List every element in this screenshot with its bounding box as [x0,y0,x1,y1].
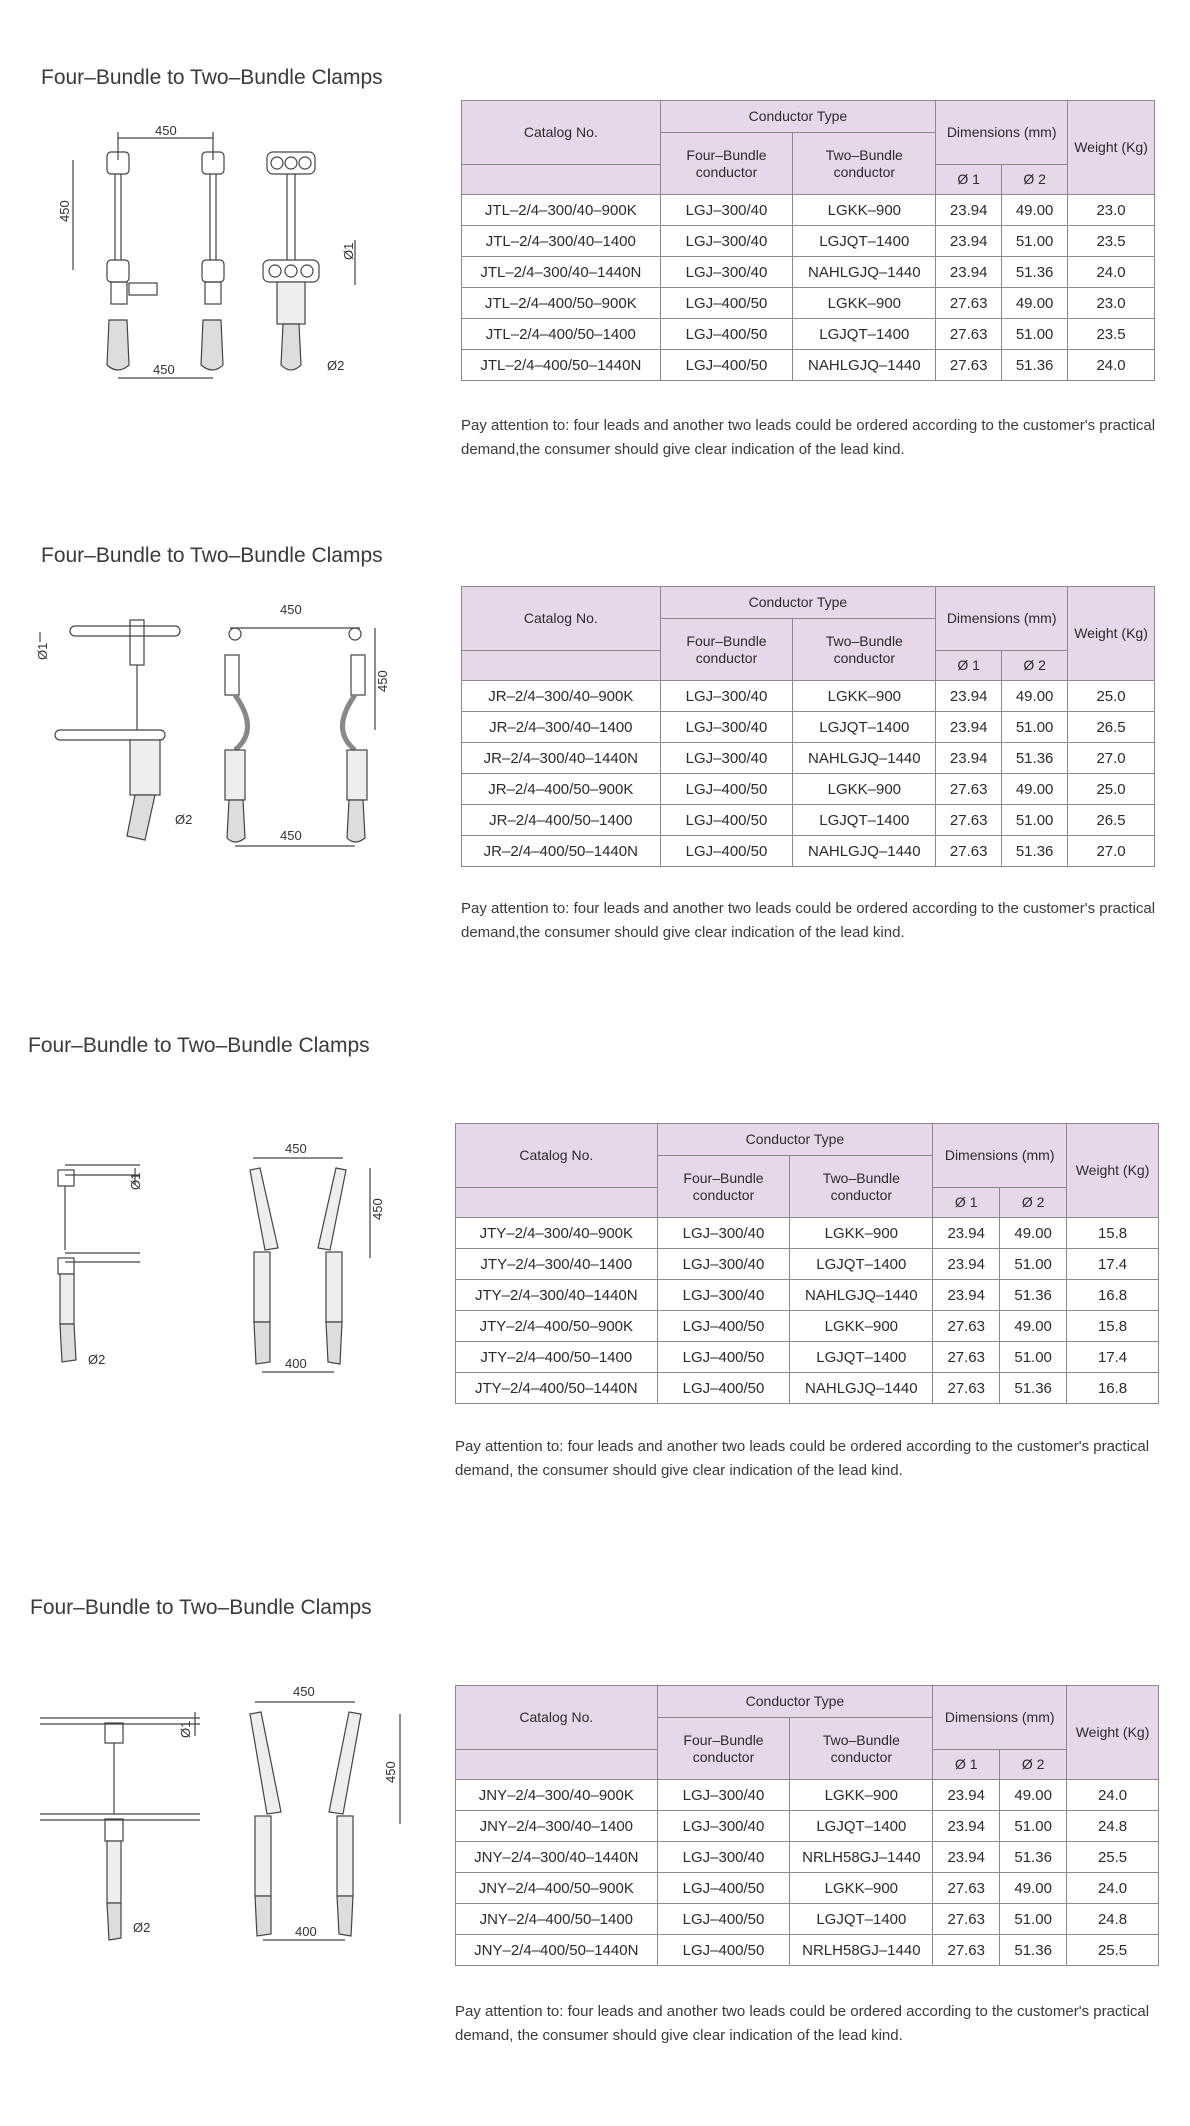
d2-cell: 51.36 [1000,1935,1067,1966]
four-bundle-cell: LGJ–400/50 [657,1373,790,1404]
catalog-cell: JTL–2/4–400/50–900K [462,288,661,319]
d2-cell: 51.36 [1002,743,1068,774]
header-catalog: Catalog No. [462,587,661,651]
two-bundle-cell: LGJQT–1400 [793,712,936,743]
table-row [462,319,1155,350]
d1-label: Ø1 [178,1720,193,1738]
four-bundle-cell: LGJ–300/40 [660,681,793,712]
d1-cell: 27.63 [933,1904,1000,1935]
clamp-drawing-jtl [55,120,385,440]
d2-cell: 49.00 [1002,288,1068,319]
d1-cell: 27.63 [933,1873,1000,1904]
section-title: Four–Bundle to Two–Bundle Clamps [30,1596,372,1619]
header-two-bundle: Two–Bundle conductor [793,619,936,681]
table-row [456,1373,1159,1404]
table-row [462,805,1155,836]
d1-cell: 27.63 [936,319,1002,350]
d2-cell: 49.00 [1002,681,1068,712]
catalog-cell: JR–2/4–300/40–1400 [462,712,661,743]
table-row [462,712,1155,743]
d2-label: Ø2 [88,1352,106,1367]
header-d1: Ø 1 [933,1750,1000,1780]
dim-side-label: 450 [370,1198,385,1220]
dim-bottom-label: 400 [295,1924,317,1939]
header-two-bundle: Two–Bundle conductor [793,133,936,195]
four-bundle-cell: LGJ–400/50 [657,1311,790,1342]
header-weight: Weight (Kg) [1068,587,1155,681]
weight-cell: 23.0 [1068,195,1155,226]
d1-cell: 23.94 [933,1218,1000,1249]
header-d1: Ø 1 [933,1188,1000,1218]
two-bundle-cell: LGKK–900 [790,1780,933,1811]
catalog-cell: JTL–2/4–400/50–1400 [462,319,661,350]
catalog-cell: JR–2/4–400/50–1400 [462,805,661,836]
four-bundle-cell: LGJ–400/50 [657,1342,790,1373]
d1-label: Ø1 [128,1172,143,1190]
header-catalog: Catalog No. [462,101,661,165]
header-dimensions: Dimensions (mm) [933,1686,1067,1750]
dim-top-label: 450 [293,1684,315,1699]
two-bundle-cell: LGKK–900 [790,1218,933,1249]
section-title: Four–Bundle to Two–Bundle Clamps [41,544,383,567]
d1-cell: 23.94 [933,1842,1000,1873]
order-note: Pay attention to: four leads and another two leads could be ordered according to the customer's practical demand,the consumer should give clear indication of the lead kind. [461,417,1156,458]
table-row [462,774,1155,805]
weight-cell: 24.8 [1067,1811,1159,1842]
table-row [462,350,1155,381]
two-bundle-cell: LGKK–900 [790,1873,933,1904]
section-title: Four–Bundle to Two–Bundle Clamps [41,66,383,89]
table-row [462,288,1155,319]
weight-cell: 24.0 [1068,257,1155,288]
catalog-cell: JTL–2/4–300/40–1400 [462,226,661,257]
two-bundle-cell: LGJQT–1400 [790,1249,933,1280]
header-catalog: Catalog No. [456,1124,658,1188]
four-bundle-cell: LGJ–300/40 [657,1249,790,1280]
weight-cell: 15.8 [1067,1311,1159,1342]
two-bundle-cell: LGJQT–1400 [790,1342,933,1373]
four-bundle-cell: LGJ–400/50 [657,1935,790,1966]
d1-cell: 23.94 [936,743,1002,774]
two-bundle-cell: NAHLGJQ–1440 [793,743,936,774]
catalog-cell: JTY–2/4–400/50–900K [456,1311,658,1342]
header-catalog-spacer [456,1750,658,1780]
four-bundle-cell: LGJ–300/40 [657,1780,790,1811]
d2-cell: 51.00 [1000,1904,1067,1935]
dim-bottom-label: 400 [285,1356,307,1371]
two-bundle-cell: NRLH58GJ–1440 [790,1935,933,1966]
spec-table [455,1123,1159,1404]
catalog-cell: JTY–2/4–400/50–1440N [456,1373,658,1404]
d2-cell: 51.00 [1002,226,1068,257]
d1-cell: 23.94 [933,1811,1000,1842]
header-conductor-type: Conductor Type [660,101,936,133]
header-two-bundle: Two–Bundle conductor [790,1718,933,1780]
header-d2: Ø 2 [1000,1188,1067,1218]
header-catalog-spacer [462,651,661,681]
d2-cell: 51.00 [1002,712,1068,743]
two-bundle-cell: NAHLGJQ–1440 [793,257,936,288]
weight-cell: 25.5 [1067,1842,1159,1873]
table-row [462,195,1155,226]
clamp-drawing-jty [40,1140,420,1380]
spec-table [455,1685,1159,1966]
two-bundle-cell: NAHLGJQ–1440 [793,350,936,381]
d1-cell: 27.63 [936,836,1002,867]
four-bundle-cell: LGJ–400/50 [660,836,793,867]
d2-cell: 51.00 [1000,1249,1067,1280]
table-row [456,1811,1159,1842]
d2-cell: 49.00 [1000,1873,1067,1904]
d1-cell: 27.63 [936,288,1002,319]
two-bundle-cell: LGJQT–1400 [790,1904,933,1935]
four-bundle-cell: LGJ–400/50 [660,288,793,319]
catalog-cell: JNY–2/4–400/50–900K [456,1873,658,1904]
d1-cell: 23.94 [936,226,1002,257]
table-row [456,1842,1159,1873]
weight-cell: 17.4 [1067,1249,1159,1280]
d1-cell: 23.94 [933,1780,1000,1811]
weight-cell: 24.0 [1068,350,1155,381]
table-row [456,1249,1159,1280]
header-conductor-type: Conductor Type [657,1686,933,1718]
clamp-drawing-jny [35,1684,415,1939]
two-bundle-cell: LGJQT–1400 [790,1811,933,1842]
header-four-bundle: Four–Bundle conductor [660,619,793,681]
d2-cell: 51.36 [1002,350,1068,381]
catalog-cell: JNY–2/4–300/40–1400 [456,1811,658,1842]
dim-side-label: 450 [383,1761,398,1783]
order-note: Pay attention to: four leads and another two leads could be ordered according to the customer's practical demand, the consumer should give clear indication of the lead kind. [455,2003,1150,2044]
d2-label: Ø2 [175,812,193,827]
two-bundle-cell: LGJQT–1400 [793,805,936,836]
table-row [462,257,1155,288]
two-bundle-cell: NAHLGJQ–1440 [790,1280,933,1311]
catalog-cell: JR–2/4–400/50–1440N [462,836,661,867]
weight-cell: 27.0 [1068,836,1155,867]
d2-cell: 49.00 [1000,1780,1067,1811]
d2-cell: 51.00 [1000,1342,1067,1373]
table-row [456,1780,1159,1811]
header-dimensions: Dimensions (mm) [936,101,1068,165]
two-bundle-cell: NAHLGJQ–1440 [790,1373,933,1404]
four-bundle-cell: LGJ–300/40 [657,1218,790,1249]
catalog-cell: JR–2/4–300/40–1440N [462,743,661,774]
dim-side-label: 450 [375,670,390,692]
weight-cell: 26.5 [1068,805,1155,836]
weight-cell: 25.0 [1068,681,1155,712]
d2-cell: 49.00 [1000,1218,1067,1249]
d1-cell: 27.63 [933,1311,1000,1342]
four-bundle-cell: LGJ–400/50 [660,350,793,381]
d1-label: Ø1 [35,642,50,660]
two-bundle-cell: LGKK–900 [790,1311,933,1342]
header-catalog-spacer [456,1188,658,1218]
weight-cell: 27.0 [1068,743,1155,774]
d2-cell: 49.00 [1000,1311,1067,1342]
weight-cell: 26.5 [1068,712,1155,743]
two-bundle-cell: LGKK–900 [793,774,936,805]
d2-cell: 51.36 [1000,1280,1067,1311]
order-note: Pay attention to: four leads and another two leads could be ordered according to the customer's practical demand, the consumer should give clear indication of the lead kind. [455,1438,1150,1479]
weight-cell: 24.8 [1067,1904,1159,1935]
header-four-bundle: Four–Bundle conductor [657,1156,790,1218]
four-bundle-cell: LGJ–300/40 [657,1842,790,1873]
catalog-cell: JR–2/4–400/50–900K [462,774,661,805]
dim-bottom-label: 450 [280,828,302,843]
four-bundle-cell: LGJ–400/50 [660,319,793,350]
table-row [462,743,1155,774]
two-bundle-cell: LGKK–900 [793,681,936,712]
d1-cell: 27.63 [933,1373,1000,1404]
dim-top-label: 450 [285,1141,307,1156]
dim-bottom-label: 450 [153,362,175,377]
four-bundle-cell: LGJ–300/40 [660,195,793,226]
catalog-cell: JTL–2/4–400/50–1440N [462,350,661,381]
four-bundle-cell: LGJ–300/40 [660,712,793,743]
header-d1: Ø 1 [936,165,1002,195]
header-conductor-type: Conductor Type [657,1124,933,1156]
header-d2: Ø 2 [1002,651,1068,681]
header-d2: Ø 2 [1000,1750,1067,1780]
d1-cell: 23.94 [936,681,1002,712]
clamp-drawing-jr [35,600,395,850]
four-bundle-cell: LGJ–400/50 [660,805,793,836]
header-catalog: Catalog No. [456,1686,658,1750]
four-bundle-cell: LGJ–300/40 [657,1811,790,1842]
weight-cell: 16.8 [1067,1373,1159,1404]
two-bundle-cell: LGJQT–1400 [793,319,936,350]
spec-table [461,100,1155,381]
d1-cell: 23.94 [936,257,1002,288]
weight-cell: 24.0 [1067,1780,1159,1811]
catalog-cell: JTY–2/4–300/40–1440N [456,1280,658,1311]
d2-cell: 51.00 [1000,1811,1067,1842]
four-bundle-cell: LGJ–400/50 [660,774,793,805]
weight-cell: 25.0 [1068,774,1155,805]
d2-cell: 49.00 [1002,195,1068,226]
four-bundle-cell: LGJ–400/50 [657,1873,790,1904]
table-row [456,1935,1159,1966]
d2-cell: 51.00 [1002,805,1068,836]
d2-cell: 51.36 [1000,1373,1067,1404]
d2-cell: 51.36 [1002,836,1068,867]
table-body [462,195,1155,381]
table-row [456,1311,1159,1342]
two-bundle-cell: NRLH58GJ–1440 [790,1842,933,1873]
weight-cell: 16.8 [1067,1280,1159,1311]
header-two-bundle: Two–Bundle conductor [790,1156,933,1218]
table-body [456,1780,1159,1966]
spec-table [461,586,1155,867]
four-bundle-cell: LGJ–400/50 [657,1904,790,1935]
weight-cell: 23.5 [1068,226,1155,257]
d2-cell: 51.00 [1002,319,1068,350]
catalog-cell: JNY–2/4–400/50–1400 [456,1904,658,1935]
weight-cell: 24.0 [1067,1873,1159,1904]
d1-label: Ø1 [341,242,356,260]
four-bundle-cell: LGJ–300/40 [657,1280,790,1311]
weight-cell: 25.5 [1067,1935,1159,1966]
table-body [462,681,1155,867]
d1-cell: 23.94 [933,1280,1000,1311]
d2-cell: 51.36 [1002,257,1068,288]
header-conductor-type: Conductor Type [660,587,936,619]
d2-label: Ø2 [133,1920,151,1935]
d1-cell: 23.94 [933,1249,1000,1280]
catalog-cell: JNY–2/4–300/40–900K [456,1780,658,1811]
catalog-cell: JTL–2/4–300/40–1440N [462,257,661,288]
table-row [462,836,1155,867]
four-bundle-cell: LGJ–300/40 [660,257,793,288]
table-row [456,1342,1159,1373]
two-bundle-cell: LGJQT–1400 [793,226,936,257]
header-four-bundle: Four–Bundle conductor [660,133,793,195]
two-bundle-cell: LGKK–900 [793,288,936,319]
header-dimensions: Dimensions (mm) [933,1124,1067,1188]
header-d2: Ø 2 [1002,165,1068,195]
header-weight: Weight (Kg) [1067,1686,1159,1780]
d2-cell: 49.00 [1002,774,1068,805]
catalog-cell: JNY–2/4–400/50–1440N [456,1935,658,1966]
weight-cell: 15.8 [1067,1218,1159,1249]
d2-cell: 51.36 [1000,1842,1067,1873]
d1-cell: 27.63 [933,1935,1000,1966]
catalog-cell: JTL–2/4–300/40–900K [462,195,661,226]
header-weight: Weight (Kg) [1067,1124,1159,1218]
header-four-bundle: Four–Bundle conductor [657,1718,790,1780]
dim-top-label: 450 [155,123,177,138]
order-note: Pay attention to: four leads and another two leads could be ordered according to the customer's practical demand,the consumer should give clear indication of the lead kind. [461,900,1156,941]
dim-side-label: 450 [57,200,72,222]
d1-cell: 27.63 [936,350,1002,381]
table-row [456,1904,1159,1935]
four-bundle-cell: LGJ–300/40 [660,226,793,257]
table-row [456,1280,1159,1311]
two-bundle-cell: LGKK–900 [793,195,936,226]
header-dimensions: Dimensions (mm) [936,587,1068,651]
table-row [462,681,1155,712]
section-title: Four–Bundle to Two–Bundle Clamps [28,1034,370,1057]
d1-cell: 27.63 [933,1342,1000,1373]
dim-top-label: 450 [280,602,302,617]
header-catalog-spacer [462,165,661,195]
table-row [462,226,1155,257]
table-body [456,1218,1159,1404]
table-row [456,1218,1159,1249]
d1-cell: 23.94 [936,195,1002,226]
d2-label: Ø2 [327,358,345,373]
catalog-cell: JTY–2/4–400/50–1400 [456,1342,658,1373]
weight-cell: 23.5 [1068,319,1155,350]
two-bundle-cell: NAHLGJQ–1440 [793,836,936,867]
catalog-cell: JNY–2/4–300/40–1440N [456,1842,658,1873]
catalog-cell: JR–2/4–300/40–900K [462,681,661,712]
d1-cell: 23.94 [936,712,1002,743]
d1-cell: 27.63 [936,774,1002,805]
catalog-cell: JTY–2/4–300/40–1400 [456,1249,658,1280]
table-row [456,1873,1159,1904]
four-bundle-cell: LGJ–300/40 [660,743,793,774]
weight-cell: 17.4 [1067,1342,1159,1373]
catalog-cell: JTY–2/4–300/40–900K [456,1218,658,1249]
d1-cell: 27.63 [936,805,1002,836]
weight-cell: 23.0 [1068,288,1155,319]
header-d1: Ø 1 [936,651,1002,681]
header-weight: Weight (Kg) [1068,101,1155,195]
